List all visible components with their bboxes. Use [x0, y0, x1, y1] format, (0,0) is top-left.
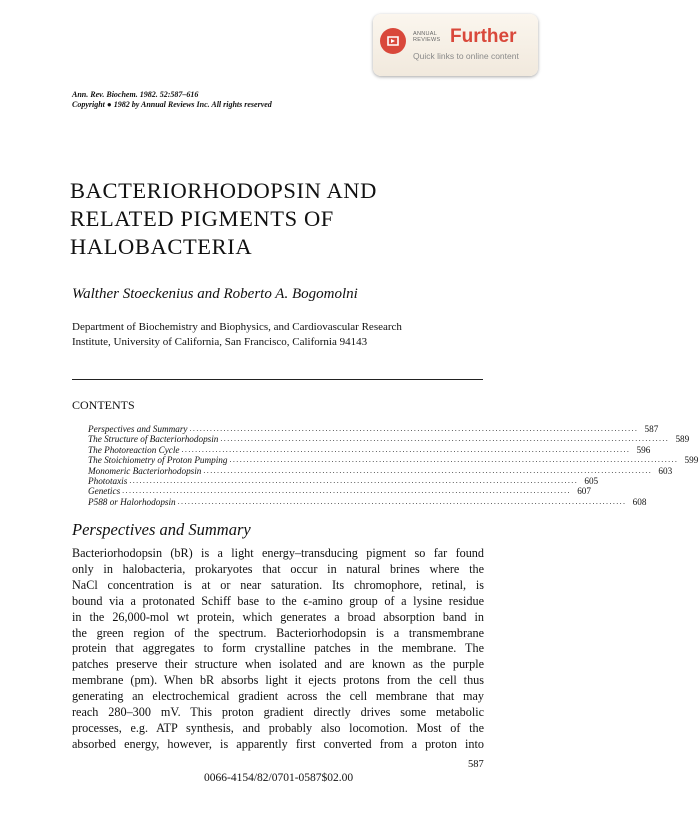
toc-leader: .................................................................................................................................... — [189, 424, 639, 433]
toc-entry[interactable] — [88, 476, 599, 487]
body-line: patches preserve their structure when isolated and are known as the purple — [72, 657, 484, 672]
toc-title: P588 or Halorhodopsin — [88, 496, 176, 507]
affiliation-line: Institute, University of California, San Francisco, California 94143 — [72, 336, 368, 348]
affiliation — [72, 320, 402, 350]
body-line: membrane (pm). When bR absorbs light it ejects protons from the cell thus — [72, 673, 484, 688]
toc-page: 608 — [632, 496, 647, 507]
badge-brand: Further — [450, 26, 517, 47]
footer-code: 0066-4154/82/0701-0587$02.00 — [204, 772, 354, 784]
toc-entry[interactable] — [88, 424, 659, 434]
body-line: protein that aggregates to form crystalline patches in the membrane. The — [72, 641, 484, 656]
toc-entry[interactable] — [88, 486, 591, 497]
toc-entry[interactable] — [88, 444, 651, 455]
toc-title: The Stoichiometry of Proton Pumping — [88, 455, 228, 466]
body-line: absorbed energy, however, is apparently first converted from a proton into — [72, 736, 484, 751]
title-line: BACTERIORHODOPSIN AND — [70, 178, 378, 203]
table-of-contents — [88, 424, 698, 507]
link-icon — [380, 28, 406, 54]
toc-title: Monomeric Bacteriorhodopsin — [88, 465, 202, 476]
body-line: Bacteriorhodopsin (bR) is a light energy–transducing pigment so far found — [72, 546, 484, 560]
title-line: HALOBACTERIA — [70, 234, 253, 259]
toc-page: 596 — [636, 444, 651, 455]
body-line: bound via a protonated Schiff base to the ϵ-amino group of a lysine residue — [72, 593, 484, 608]
citation — [72, 90, 272, 110]
body-line: only in halobacteria, prokaryotes that occur in natural brines where the — [72, 561, 484, 576]
toc-title: Perspectives and Summary — [88, 424, 188, 434]
citation-copyright: Copyright ● 1982 by Annual Reviews Inc. All rights reserved — [72, 100, 272, 109]
body-line: generating an electrochemical gradient across the cell membrane that may — [72, 689, 484, 704]
toc-leader: .................................................................................................................................... — [220, 434, 670, 444]
toc-entry[interactable] — [88, 465, 673, 476]
toc-entry[interactable] — [88, 455, 698, 466]
body-line: the green region of the spectrum. Bacteriorhodopsin is a transmembrane — [72, 625, 484, 640]
body-paragraph — [72, 546, 484, 753]
affiliation-line: Department of Biochemistry and Biophysics, and Cardiovascular Research — [72, 321, 402, 333]
toc-entry[interactable] — [88, 496, 647, 507]
contents-heading: CONTENTS — [72, 398, 135, 412]
toc-title: The Photoreaction Cycle — [88, 444, 180, 455]
toc-entry[interactable] — [88, 434, 690, 445]
section-heading: Perspectives and Summary — [72, 520, 251, 539]
body-line: processes, e.g. ATP synthesis, and probably also locomotion. Most of the — [72, 720, 484, 735]
badge-small-text: ANNUAL REVIEWS — [413, 31, 441, 43]
toc-title: Phototaxis — [88, 476, 128, 487]
citation-journal: Ann. Rev. Biochem. 1982. 52:587–616 — [72, 90, 199, 99]
toc-page: 587 — [644, 424, 659, 434]
page-number: 587 — [468, 759, 484, 770]
divider — [72, 379, 483, 380]
toc-title: Genetics — [88, 486, 121, 497]
body-line: reach 280–300 mV. This proton gradient directly drives some metabolic — [72, 705, 484, 720]
body-line: in the 26,000-mol wt protein, which generates a broad absorption band in — [72, 609, 484, 624]
authors: Walther Stoeckenius and Roberto A. Bogomolni — [72, 286, 358, 302]
toc-page: 589 — [675, 434, 690, 445]
toc-leader: .................................................................................................................................... — [129, 476, 579, 486]
toc-leader: .................................................................................................................................... — [229, 455, 679, 465]
article-title — [70, 177, 377, 261]
toc-leader: .................................................................................................................................... — [177, 496, 627, 506]
title-line: RELATED PIGMENTS OF — [70, 206, 334, 231]
toc-leader: .................................................................................................................................... — [203, 465, 653, 475]
toc-leader: .................................................................................................................................... — [181, 444, 631, 454]
toc-page: 599 — [684, 455, 698, 466]
toc-page: 603 — [658, 465, 673, 476]
toc-title: The Structure of Bacteriorhodopsin — [88, 434, 219, 445]
further-badge[interactable] — [373, 14, 538, 76]
toc-page: 607 — [577, 486, 591, 497]
body-line: NaCl concentration is at or near saturation. Its chromophore, retinal, is — [72, 577, 484, 592]
toc-page: 605 — [584, 476, 599, 487]
toc-leader: .................................................................................................................................... — [122, 486, 571, 496]
badge-tagline: Quick links to online content — [413, 51, 519, 61]
